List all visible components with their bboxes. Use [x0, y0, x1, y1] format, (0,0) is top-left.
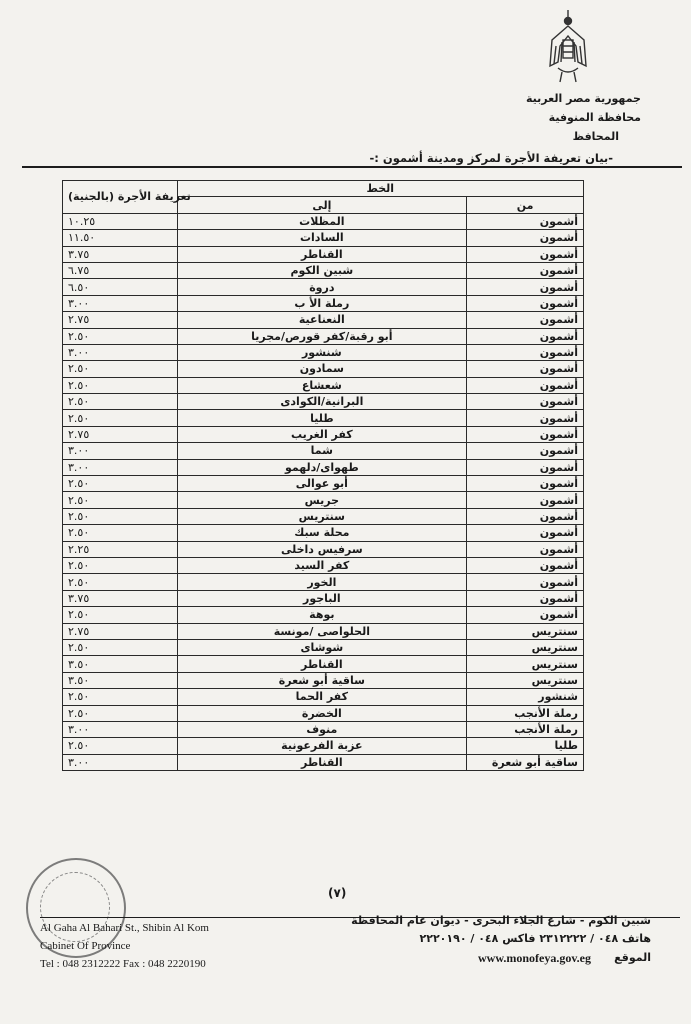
table-row — [63, 492, 584, 508]
footer-office-en: Cabinet Of Province — [40, 940, 131, 952]
footer-phone-en: Tel : 048 2312222 Fax : 048 2220190 — [40, 958, 206, 970]
from-cell: أشمون — [467, 426, 584, 442]
fare-cell: ٣.٠٠ — [63, 459, 178, 475]
fare-cell: ٢.٥٠ — [63, 508, 178, 524]
fare-table-body — [63, 213, 584, 770]
from-cell: أشمون — [467, 525, 584, 541]
table-row — [63, 426, 584, 442]
fare-cell: ٢.٧٥ — [63, 623, 178, 639]
from-cell: رملة الأنجب — [467, 721, 584, 737]
to-cell: جريس — [177, 492, 467, 508]
fare-cell: ٢.٥٠ — [63, 705, 178, 721]
fare-cell: ٣.٠٠ — [63, 754, 178, 770]
eagle-emblem-icon — [544, 6, 592, 86]
fare-cell: ٣.٧٥ — [63, 590, 178, 606]
document-caption: -بيان تعريفة الأجرة لمركز ومدينة أشمون :- — [369, 151, 613, 165]
to-cell: ساقية أبو شعرة — [177, 672, 467, 688]
to-cell: رملة الأ ب — [177, 295, 467, 311]
from-cell: أشمون — [467, 246, 584, 262]
fare-column-header: تعريفة الأجرة (بالجنية) — [63, 181, 178, 214]
table-row — [63, 476, 584, 492]
to-cell: محلة سبك — [177, 525, 467, 541]
fare-cell: ٢.٥٠ — [63, 410, 178, 426]
from-cell: أشمون — [467, 492, 584, 508]
table-row — [63, 656, 584, 672]
fare-cell: ٦.٥٠ — [63, 279, 178, 295]
table-row — [63, 295, 584, 311]
fare-cell: ٢.٥٠ — [63, 525, 178, 541]
fare-cell: ٢.٧٥ — [63, 312, 178, 328]
footer-phone-ar: هاتف ٠٤٨ / ٢٣١٢٢٢٢ فاكس ٠٤٨ / ٢٢٢٠١٩٠ — [419, 932, 651, 945]
from-cell: شنشور — [467, 689, 584, 705]
from-cell: أشمون — [467, 295, 584, 311]
from-cell: أشمون — [467, 230, 584, 246]
route-column-header: الخط — [177, 181, 584, 197]
header-governorate: محافظة المنوفية — [548, 111, 641, 124]
to-cell: سمادون — [177, 361, 467, 377]
fare-cell: ٢.٥٠ — [63, 639, 178, 655]
fare-cell: ٢.٥٠ — [63, 607, 178, 623]
table-row — [63, 377, 584, 393]
table-row — [63, 590, 584, 606]
header-governor: المحافظ — [572, 130, 619, 143]
fare-cell: ٢.٥٠ — [63, 377, 178, 393]
footer-website-label: الموقع — [614, 951, 651, 964]
fare-cell: ٢.٥٠ — [63, 738, 178, 754]
page-number: (٧) — [328, 886, 347, 900]
table-row — [63, 312, 584, 328]
to-column-header: إلى — [177, 197, 467, 213]
table-row — [63, 607, 584, 623]
to-cell: شما — [177, 443, 467, 459]
from-cell: أشمون — [467, 557, 584, 573]
from-cell: أشمون — [467, 213, 584, 229]
table-row — [63, 328, 584, 344]
to-cell: المظلات — [177, 213, 467, 229]
to-cell: البرانية/الكوادى — [177, 394, 467, 410]
to-cell: طهواى/دلهمو — [177, 459, 467, 475]
table-row — [63, 541, 584, 557]
from-cell: أشمون — [467, 574, 584, 590]
fare-table — [62, 180, 584, 771]
from-cell: أشمون — [467, 459, 584, 475]
fare-cell: ٢.٥٠ — [63, 394, 178, 410]
from-cell: ساقية أبو شعرة — [467, 754, 584, 770]
from-cell: أشمون — [467, 476, 584, 492]
footer-address-ar: شبين الكوم - شارع الجلاء البحرى - ديوان عام المحافظة — [351, 914, 651, 927]
table-row — [63, 279, 584, 295]
footer-address-en: Al Gaha Al Bahari St., Shibin Al Kom — [40, 922, 209, 934]
from-cell: أشمون — [467, 262, 584, 278]
fare-cell: ٣.٥٠ — [63, 656, 178, 672]
to-cell: الباجور — [177, 590, 467, 606]
from-cell: أشمون — [467, 361, 584, 377]
fare-cell: ٢.٢٥ — [63, 541, 178, 557]
fare-cell: ٣.٠٠ — [63, 721, 178, 737]
to-cell: الحلواصى /مونسة — [177, 623, 467, 639]
table-row — [63, 557, 584, 573]
table-row — [63, 262, 584, 278]
from-cell: رملة الأنجب — [467, 705, 584, 721]
to-cell: عزبة الفرعونية — [177, 738, 467, 754]
to-cell: شنشور — [177, 344, 467, 360]
table-row — [63, 246, 584, 262]
from-cell: أشمون — [467, 607, 584, 623]
fare-cell: ٣.٠٠ — [63, 443, 178, 459]
table-row — [63, 213, 584, 229]
table-row — [63, 574, 584, 590]
from-cell: سنتريس — [467, 623, 584, 639]
fare-cell: ٢.٥٠ — [63, 328, 178, 344]
to-cell: طليا — [177, 410, 467, 426]
fare-cell: ١٠.٢٥ — [63, 213, 178, 229]
fare-cell: ٣.٠٠ — [63, 344, 178, 360]
from-cell: سنتريس — [467, 639, 584, 655]
table-row — [63, 721, 584, 737]
table-row — [63, 394, 584, 410]
to-cell: الخضرة — [177, 705, 467, 721]
fare-cell: ١١.٥٠ — [63, 230, 178, 246]
table-row — [63, 443, 584, 459]
from-cell: أشمون — [467, 344, 584, 360]
to-cell: الخور — [177, 574, 467, 590]
to-cell: كفر السيد — [177, 557, 467, 573]
fare-cell: ٦.٧٥ — [63, 262, 178, 278]
fare-cell: ٢.٧٥ — [63, 426, 178, 442]
header-country: جمهورية مصر العربية — [526, 92, 641, 105]
from-cell: أشمون — [467, 279, 584, 295]
to-cell: سرفيس داخلى — [177, 541, 467, 557]
from-cell: أشمون — [467, 443, 584, 459]
from-cell: أشمون — [467, 541, 584, 557]
to-cell: شبين الكوم — [177, 262, 467, 278]
to-cell: شعشاع — [177, 377, 467, 393]
to-cell: كفر الحما — [177, 689, 467, 705]
to-cell: القناطر — [177, 656, 467, 672]
to-cell: دروة — [177, 279, 467, 295]
fare-cell: ٢.٥٠ — [63, 476, 178, 492]
from-cell: أشمون — [467, 328, 584, 344]
fare-cell: ٢.٥٠ — [63, 361, 178, 377]
fare-cell: ٢.٥٠ — [63, 492, 178, 508]
table-row — [63, 623, 584, 639]
from-cell: سنتريس — [467, 656, 584, 672]
to-cell: منوف — [177, 721, 467, 737]
fare-cell: ٢.٥٠ — [63, 574, 178, 590]
from-cell: أشمون — [467, 410, 584, 426]
to-cell: القناطر — [177, 246, 467, 262]
fare-cell: ٣.٠٠ — [63, 295, 178, 311]
from-cell: طليا — [467, 738, 584, 754]
header-rule — [22, 166, 682, 168]
fare-cell: ٢.٥٠ — [63, 557, 178, 573]
fare-cell: ٢.٥٠ — [63, 689, 178, 705]
table-row — [63, 230, 584, 246]
from-cell: أشمون — [467, 394, 584, 410]
from-cell: أشمون — [467, 377, 584, 393]
table-row — [63, 705, 584, 721]
to-cell: بوهة — [177, 607, 467, 623]
table-row — [63, 689, 584, 705]
to-cell: أبو عوالى — [177, 476, 467, 492]
from-cell: أشمون — [467, 508, 584, 524]
to-cell: السادات — [177, 230, 467, 246]
table-row — [63, 459, 584, 475]
footer-website-link[interactable]: www.monofeya.gov.eg — [478, 951, 591, 965]
from-cell: سنتريس — [467, 672, 584, 688]
table-row — [63, 672, 584, 688]
fare-cell: ٣.٥٠ — [63, 672, 178, 688]
to-cell: شوشاى — [177, 639, 467, 655]
table-row — [63, 738, 584, 754]
table-row — [63, 344, 584, 360]
table-row — [63, 525, 584, 541]
to-cell: كفر الغريب — [177, 426, 467, 442]
to-cell: سنتريس — [177, 508, 467, 524]
to-cell: أبو رقبة/كفر قورص/مجريا — [177, 328, 467, 344]
table-row — [63, 410, 584, 426]
to-cell: النعناعية — [177, 312, 467, 328]
from-column-header: من — [467, 197, 584, 213]
from-cell: أشمون — [467, 590, 584, 606]
from-cell: أشمون — [467, 312, 584, 328]
table-row — [63, 361, 584, 377]
table-row — [63, 508, 584, 524]
fare-cell: ٣.٧٥ — [63, 246, 178, 262]
to-cell: القناطر — [177, 754, 467, 770]
table-row — [63, 754, 584, 770]
table-row — [63, 639, 584, 655]
